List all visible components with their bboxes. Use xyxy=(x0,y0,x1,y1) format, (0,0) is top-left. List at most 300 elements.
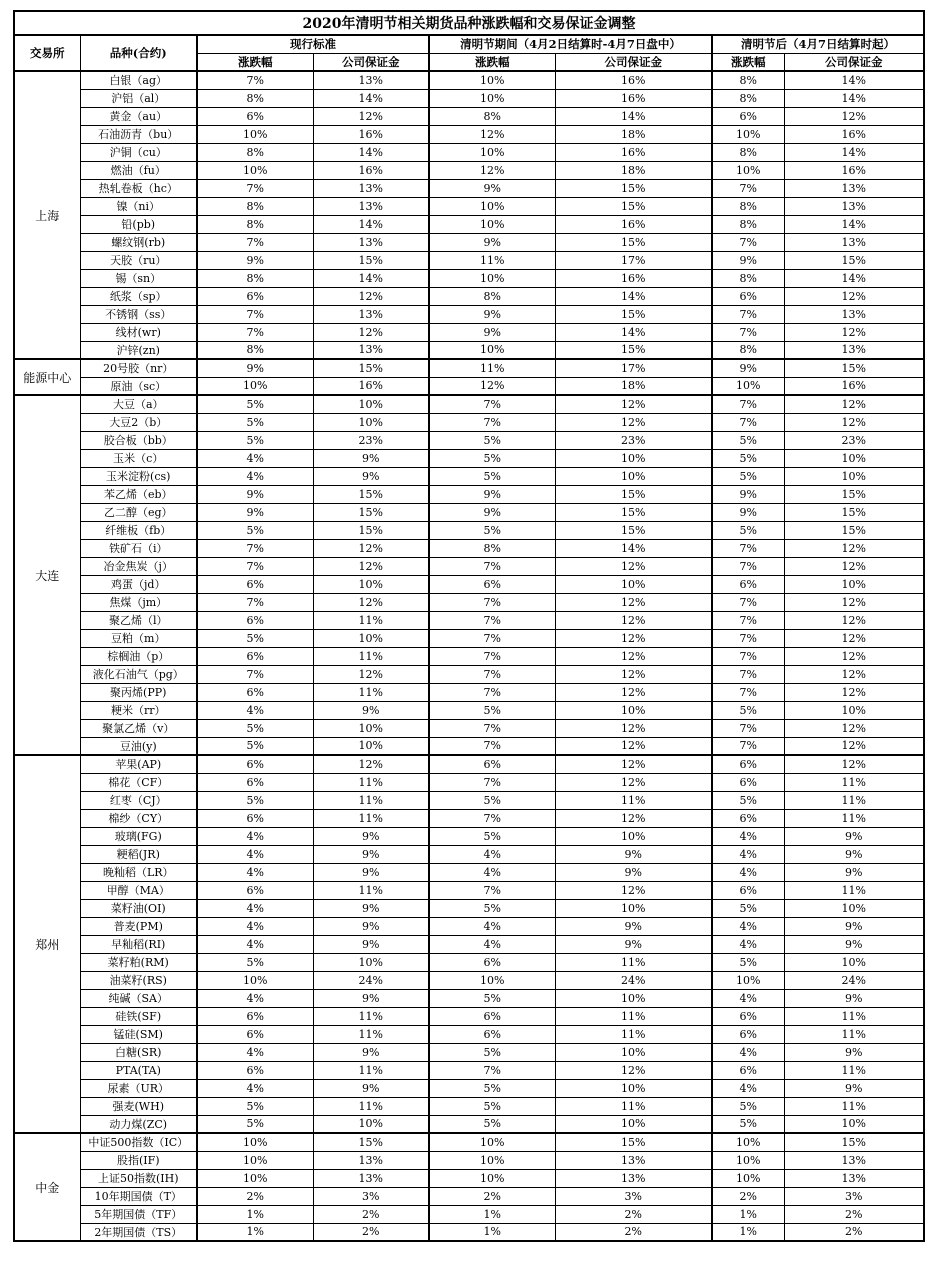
current-limit: 7% xyxy=(197,557,313,575)
holiday-margin: 11% xyxy=(555,1007,712,1025)
after-limit: 6% xyxy=(712,809,784,827)
after-margin: 13% xyxy=(784,341,924,359)
product-name: PTA(TA) xyxy=(80,1061,197,1079)
after-margin: 24% xyxy=(784,971,924,989)
current-margin: 9% xyxy=(313,917,429,935)
current-limit: 8% xyxy=(197,143,313,161)
after-limit: 5% xyxy=(712,1097,784,1115)
table-row xyxy=(14,593,924,611)
table-row xyxy=(14,629,924,647)
current-limit: 2% xyxy=(197,1187,313,1205)
after-margin: 10% xyxy=(784,899,924,917)
after-limit: 7% xyxy=(712,629,784,647)
after-limit: 4% xyxy=(712,863,784,881)
product-name: 聚丙烯(PP) xyxy=(80,683,197,701)
after-limit: 7% xyxy=(712,233,784,251)
product-name: 镍（ni） xyxy=(80,197,197,215)
holiday-margin: 16% xyxy=(555,269,712,287)
after-margin: 12% xyxy=(784,593,924,611)
after-limit: 6% xyxy=(712,881,784,899)
current-limit: 1% xyxy=(197,1223,313,1241)
exchange-name: 能源中心 xyxy=(14,359,80,395)
holiday-margin: 14% xyxy=(555,323,712,341)
current-margin: 10% xyxy=(313,413,429,431)
after-margin: 12% xyxy=(784,107,924,125)
exchange-name: 郑州 xyxy=(14,755,80,1133)
after-limit: 6% xyxy=(712,107,784,125)
table-row xyxy=(14,791,924,809)
holiday-margin: 12% xyxy=(555,665,712,683)
exchange-name: 上海 xyxy=(14,71,80,359)
holiday-margin: 12% xyxy=(555,1061,712,1079)
holiday-margin: 12% xyxy=(555,647,712,665)
holiday-limit: 5% xyxy=(429,827,555,845)
table-row xyxy=(14,1115,924,1133)
holiday-limit: 7% xyxy=(429,683,555,701)
after-margin: 11% xyxy=(784,881,924,899)
product-name: 白银（ag） xyxy=(80,71,197,89)
holiday-margin: 13% xyxy=(555,1151,712,1169)
holiday-limit: 8% xyxy=(429,539,555,557)
current-limit: 4% xyxy=(197,863,313,881)
holiday-margin: 17% xyxy=(555,359,712,377)
after-limit: 4% xyxy=(712,1079,784,1097)
header-current-standard: 现行标准 xyxy=(197,35,429,53)
product-name: 豆粕（m） xyxy=(80,629,197,647)
holiday-limit: 7% xyxy=(429,611,555,629)
current-margin: 10% xyxy=(313,629,429,647)
holiday-limit: 10% xyxy=(429,215,555,233)
after-margin: 9% xyxy=(784,1043,924,1061)
current-margin: 12% xyxy=(313,539,429,557)
current-limit: 6% xyxy=(197,773,313,791)
holiday-limit: 5% xyxy=(429,1043,555,1061)
product-name: 冶金焦炭（j） xyxy=(80,557,197,575)
table-row xyxy=(14,431,924,449)
table-row xyxy=(14,611,924,629)
table-row xyxy=(14,377,924,395)
holiday-limit: 5% xyxy=(429,521,555,539)
product-name: 普麦(PM) xyxy=(80,917,197,935)
holiday-limit: 10% xyxy=(429,971,555,989)
current-limit: 9% xyxy=(197,503,313,521)
current-limit: 5% xyxy=(197,791,313,809)
after-limit: 8% xyxy=(712,89,784,107)
product-name: 2年期国债（TS） xyxy=(80,1223,197,1241)
after-limit: 4% xyxy=(712,1043,784,1061)
after-limit: 10% xyxy=(712,125,784,143)
holiday-limit: 1% xyxy=(429,1223,555,1241)
current-margin: 10% xyxy=(313,1115,429,1133)
holiday-margin: 3% xyxy=(555,1187,712,1205)
current-limit: 8% xyxy=(197,215,313,233)
table-row xyxy=(14,179,924,197)
holiday-margin: 10% xyxy=(555,449,712,467)
current-margin: 16% xyxy=(313,161,429,179)
current-limit: 4% xyxy=(197,899,313,917)
current-limit: 7% xyxy=(197,539,313,557)
table-row xyxy=(14,521,924,539)
holiday-limit: 6% xyxy=(429,1025,555,1043)
after-margin: 9% xyxy=(784,845,924,863)
current-margin: 11% xyxy=(313,1061,429,1079)
holiday-limit: 10% xyxy=(429,143,555,161)
table-row xyxy=(14,845,924,863)
holiday-margin: 10% xyxy=(555,467,712,485)
current-margin: 9% xyxy=(313,701,429,719)
after-limit: 7% xyxy=(712,179,784,197)
holiday-limit: 2% xyxy=(429,1187,555,1205)
current-limit: 10% xyxy=(197,971,313,989)
after-margin: 11% xyxy=(784,1061,924,1079)
holiday-margin: 14% xyxy=(555,287,712,305)
holiday-limit: 5% xyxy=(429,449,555,467)
current-margin: 13% xyxy=(313,1169,429,1187)
product-name: 20号胶（nr） xyxy=(80,359,197,377)
current-margin: 15% xyxy=(313,485,429,503)
after-limit: 6% xyxy=(712,1007,784,1025)
product-name: 玻璃(FG) xyxy=(80,827,197,845)
after-margin: 3% xyxy=(784,1187,924,1205)
after-limit: 7% xyxy=(712,323,784,341)
holiday-margin: 12% xyxy=(555,611,712,629)
current-limit: 10% xyxy=(197,161,313,179)
after-limit: 8% xyxy=(712,341,784,359)
table-row xyxy=(14,125,924,143)
holiday-margin: 15% xyxy=(555,179,712,197)
product-name: 硅铁(SF) xyxy=(80,1007,197,1025)
after-limit: 6% xyxy=(712,755,784,773)
holiday-limit: 6% xyxy=(429,755,555,773)
after-margin: 2% xyxy=(784,1223,924,1241)
product-name: 线材(wr) xyxy=(80,323,197,341)
current-margin: 11% xyxy=(313,647,429,665)
header-product: 品种(合约) xyxy=(80,35,197,71)
current-margin: 2% xyxy=(313,1205,429,1223)
current-margin: 9% xyxy=(313,467,429,485)
current-limit: 8% xyxy=(197,89,313,107)
after-limit: 6% xyxy=(712,773,784,791)
current-limit: 6% xyxy=(197,1025,313,1043)
holiday-limit: 7% xyxy=(429,809,555,827)
holiday-margin: 14% xyxy=(555,107,712,125)
after-margin: 2% xyxy=(784,1205,924,1223)
after-limit: 7% xyxy=(712,719,784,737)
after-margin: 11% xyxy=(784,809,924,827)
current-limit: 5% xyxy=(197,521,313,539)
after-limit: 4% xyxy=(712,827,784,845)
holiday-margin: 11% xyxy=(555,791,712,809)
after-margin: 9% xyxy=(784,917,924,935)
after-margin: 13% xyxy=(784,305,924,323)
table-row xyxy=(14,881,924,899)
holiday-margin: 9% xyxy=(555,917,712,935)
holiday-margin: 15% xyxy=(555,305,712,323)
current-limit: 5% xyxy=(197,395,313,413)
table-row xyxy=(14,1151,924,1169)
product-name: 燃油（fu） xyxy=(80,161,197,179)
table-row xyxy=(14,719,924,737)
after-limit: 10% xyxy=(712,1151,784,1169)
after-limit: 7% xyxy=(712,611,784,629)
table-row xyxy=(14,467,924,485)
holiday-margin: 2% xyxy=(555,1223,712,1241)
after-limit: 5% xyxy=(712,467,784,485)
holiday-margin: 10% xyxy=(555,1043,712,1061)
current-limit: 6% xyxy=(197,1007,313,1025)
table-row xyxy=(14,233,924,251)
after-margin: 15% xyxy=(784,251,924,269)
table-row xyxy=(14,341,924,359)
after-margin: 12% xyxy=(784,647,924,665)
table-row xyxy=(14,1133,924,1151)
product-name: 聚乙烯（l） xyxy=(80,611,197,629)
current-margin: 14% xyxy=(313,143,429,161)
after-margin: 12% xyxy=(784,719,924,737)
holiday-limit: 9% xyxy=(429,485,555,503)
current-margin: 15% xyxy=(313,1133,429,1151)
holiday-limit: 5% xyxy=(429,1097,555,1115)
after-margin: 12% xyxy=(784,557,924,575)
holiday-margin: 15% xyxy=(555,341,712,359)
current-limit: 8% xyxy=(197,197,313,215)
holiday-limit: 4% xyxy=(429,863,555,881)
product-name: 液化石油气（pg） xyxy=(80,665,197,683)
holiday-limit: 9% xyxy=(429,323,555,341)
product-name: 强麦(WH) xyxy=(80,1097,197,1115)
holiday-margin: 12% xyxy=(555,413,712,431)
current-margin: 16% xyxy=(313,125,429,143)
holiday-margin: 12% xyxy=(555,773,712,791)
current-margin: 9% xyxy=(313,449,429,467)
table-row xyxy=(14,935,924,953)
holiday-limit: 7% xyxy=(429,773,555,791)
after-limit: 5% xyxy=(712,431,784,449)
current-margin: 12% xyxy=(313,287,429,305)
table-row xyxy=(14,647,924,665)
holiday-margin: 10% xyxy=(555,1079,712,1097)
product-name: 尿素（UR） xyxy=(80,1079,197,1097)
holiday-margin: 24% xyxy=(555,971,712,989)
current-limit: 4% xyxy=(197,935,313,953)
after-limit: 5% xyxy=(712,899,784,917)
after-limit: 7% xyxy=(712,665,784,683)
current-limit: 10% xyxy=(197,377,313,395)
current-margin: 9% xyxy=(313,845,429,863)
holiday-limit: 5% xyxy=(429,989,555,1007)
holiday-limit: 4% xyxy=(429,917,555,935)
table-row xyxy=(14,1061,924,1079)
after-margin: 12% xyxy=(784,665,924,683)
table-row xyxy=(14,269,924,287)
holiday-limit: 12% xyxy=(429,125,555,143)
margin-adjustment-table xyxy=(13,10,925,1242)
product-name: 玉米（c） xyxy=(80,449,197,467)
after-limit: 4% xyxy=(712,935,784,953)
current-limit: 10% xyxy=(197,125,313,143)
current-limit: 10% xyxy=(197,1133,313,1151)
table-row xyxy=(14,1169,924,1187)
holiday-limit: 12% xyxy=(429,377,555,395)
table-row xyxy=(14,287,924,305)
product-name: 天胶（ru） xyxy=(80,251,197,269)
after-margin: 12% xyxy=(784,413,924,431)
current-limit: 6% xyxy=(197,809,313,827)
current-margin: 24% xyxy=(313,971,429,989)
after-margin: 13% xyxy=(784,1169,924,1187)
after-limit: 5% xyxy=(712,1115,784,1133)
holiday-limit: 5% xyxy=(429,791,555,809)
holiday-margin: 18% xyxy=(555,161,712,179)
current-limit: 4% xyxy=(197,917,313,935)
holiday-margin: 11% xyxy=(555,1097,712,1115)
after-margin: 10% xyxy=(784,953,924,971)
after-margin: 15% xyxy=(784,485,924,503)
current-limit: 7% xyxy=(197,71,313,89)
holiday-margin: 12% xyxy=(555,629,712,647)
after-limit: 8% xyxy=(712,71,784,89)
table-row xyxy=(14,107,924,125)
after-limit: 7% xyxy=(712,305,784,323)
product-name: 红枣（CJ） xyxy=(80,791,197,809)
holiday-margin: 18% xyxy=(555,377,712,395)
holiday-limit: 8% xyxy=(429,287,555,305)
product-name: 锰硅(SM) xyxy=(80,1025,197,1043)
after-limit: 7% xyxy=(712,737,784,755)
holiday-margin: 12% xyxy=(555,737,712,755)
product-name: 甲醇（MA） xyxy=(80,881,197,899)
product-name: 玉米淀粉(cs) xyxy=(80,467,197,485)
holiday-margin: 15% xyxy=(555,485,712,503)
holiday-margin: 17% xyxy=(555,251,712,269)
table-row xyxy=(14,755,924,773)
after-margin: 12% xyxy=(784,629,924,647)
table-row xyxy=(14,539,924,557)
current-margin: 9% xyxy=(313,935,429,953)
product-name: 菜籽油(OI) xyxy=(80,899,197,917)
holiday-limit: 10% xyxy=(429,1133,555,1151)
after-margin: 11% xyxy=(784,1097,924,1115)
product-name: 股指(IF) xyxy=(80,1151,197,1169)
product-name: 黄金（au） xyxy=(80,107,197,125)
holiday-limit: 6% xyxy=(429,953,555,971)
table-row xyxy=(14,683,924,701)
holiday-limit: 8% xyxy=(429,107,555,125)
current-limit: 6% xyxy=(197,575,313,593)
holiday-margin: 10% xyxy=(555,899,712,917)
header-after-holiday: 清明节后（4月7日结算时起） xyxy=(712,35,924,53)
header-limit: 涨跌幅 xyxy=(197,53,313,71)
after-limit: 9% xyxy=(712,359,784,377)
holiday-margin: 10% xyxy=(555,575,712,593)
current-limit: 5% xyxy=(197,953,313,971)
table-row xyxy=(14,809,924,827)
after-limit: 7% xyxy=(712,539,784,557)
current-limit: 5% xyxy=(197,1097,313,1115)
holiday-limit: 9% xyxy=(429,233,555,251)
after-margin: 15% xyxy=(784,503,924,521)
current-limit: 6% xyxy=(197,611,313,629)
after-limit: 4% xyxy=(712,917,784,935)
current-margin: 12% xyxy=(313,665,429,683)
table-row xyxy=(14,197,924,215)
after-margin: 9% xyxy=(784,827,924,845)
table-row xyxy=(14,917,924,935)
holiday-limit: 7% xyxy=(429,737,555,755)
table-row xyxy=(14,1205,924,1223)
after-limit: 7% xyxy=(712,557,784,575)
holiday-limit: 5% xyxy=(429,1079,555,1097)
current-margin: 15% xyxy=(313,521,429,539)
table-row xyxy=(14,773,924,791)
after-margin: 11% xyxy=(784,1025,924,1043)
after-margin: 13% xyxy=(784,1151,924,1169)
current-limit: 7% xyxy=(197,233,313,251)
after-margin: 10% xyxy=(784,467,924,485)
after-margin: 13% xyxy=(784,233,924,251)
table-row xyxy=(14,395,924,413)
table-row xyxy=(14,953,924,971)
table-row xyxy=(14,449,924,467)
holiday-limit: 7% xyxy=(429,395,555,413)
table-row xyxy=(14,1079,924,1097)
table-row xyxy=(14,971,924,989)
current-margin: 11% xyxy=(313,611,429,629)
holiday-limit: 10% xyxy=(429,269,555,287)
after-limit: 6% xyxy=(712,1061,784,1079)
after-limit: 9% xyxy=(712,503,784,521)
current-limit: 9% xyxy=(197,251,313,269)
product-name: 纸浆（sp） xyxy=(80,287,197,305)
current-limit: 6% xyxy=(197,287,313,305)
holiday-limit: 9% xyxy=(429,503,555,521)
holiday-limit: 5% xyxy=(429,467,555,485)
current-margin: 11% xyxy=(313,683,429,701)
after-margin: 12% xyxy=(784,755,924,773)
after-limit: 6% xyxy=(712,575,784,593)
product-name: 纯碱（SA） xyxy=(80,989,197,1007)
holiday-limit: 12% xyxy=(429,161,555,179)
holiday-margin: 12% xyxy=(555,593,712,611)
current-margin: 10% xyxy=(313,575,429,593)
current-margin: 9% xyxy=(313,863,429,881)
after-limit: 5% xyxy=(712,521,784,539)
current-limit: 7% xyxy=(197,179,313,197)
current-margin: 9% xyxy=(313,827,429,845)
holiday-margin: 15% xyxy=(555,197,712,215)
holiday-margin: 18% xyxy=(555,125,712,143)
table-row xyxy=(14,701,924,719)
current-margin: 12% xyxy=(313,755,429,773)
current-limit: 7% xyxy=(197,593,313,611)
current-margin: 13% xyxy=(313,71,429,89)
current-margin: 11% xyxy=(313,1007,429,1025)
table-row xyxy=(14,575,924,593)
after-limit: 4% xyxy=(712,989,784,1007)
holiday-margin: 12% xyxy=(555,719,712,737)
product-name: 5年期国债（TF） xyxy=(80,1205,197,1223)
product-name: 沪铜（cu） xyxy=(80,143,197,161)
holiday-margin: 9% xyxy=(555,863,712,881)
holiday-limit: 6% xyxy=(429,575,555,593)
product-name: 苹果(AP) xyxy=(80,755,197,773)
product-name: 纤维板（fb） xyxy=(80,521,197,539)
after-limit: 10% xyxy=(712,161,784,179)
holiday-margin: 13% xyxy=(555,1169,712,1187)
after-margin: 12% xyxy=(784,611,924,629)
product-name: 豆油(y) xyxy=(80,737,197,755)
current-margin: 13% xyxy=(313,233,429,251)
